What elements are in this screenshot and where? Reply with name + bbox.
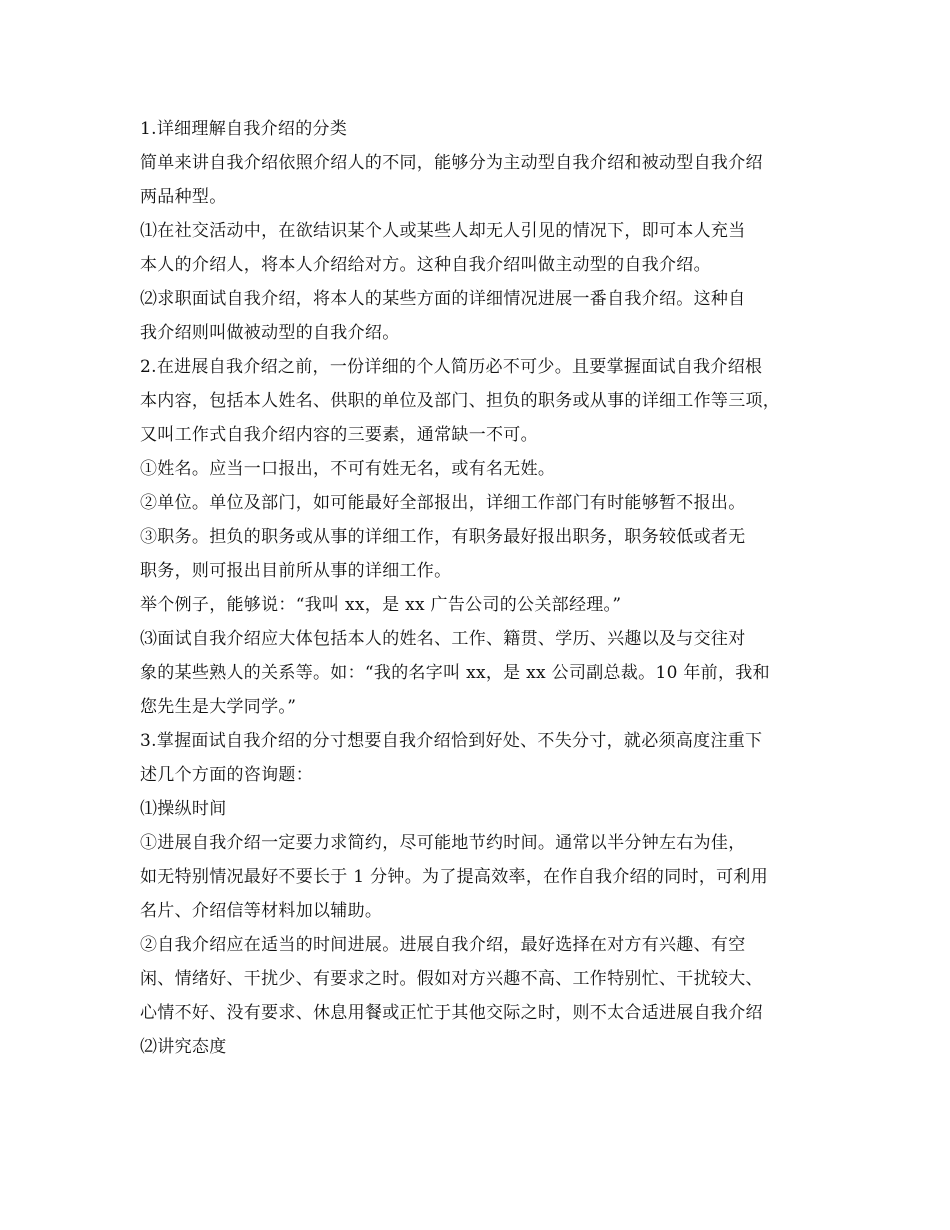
heading-preparation: 2.在进展自我介绍之前，一份详细的个人简历必不可少。且要掌握面试自我介绍根 <box>140 357 763 377</box>
paragraph-line: 名片、介绍信等材料加以辅助。 <box>140 901 383 921</box>
paragraph-line: 象的某些熟人的关系等。如：“我的名字叫 xx，是 xx 公司副总裁。10 年前，我和 <box>140 663 770 683</box>
paragraph-line: 如无特别情况最好不要长于 1 分钟。为了提高效率，在作自我介绍的同时，可利用 <box>140 867 769 887</box>
paragraph-line: 又叫工作式自我介绍内容的三要素，通常缺一不可。 <box>140 425 538 445</box>
paragraph-line: ⑵求职面试自我介绍，将本人的某些方面的详细情况进展一番自我介绍。这种自 <box>140 289 746 309</box>
heading-classification: 1.详细理解自我介绍的分类 <box>140 119 348 139</box>
paragraph-line: 我介绍则叫做被动型的自我介绍。 <box>140 323 400 343</box>
subheading-time-control: ⑴操纵时间 <box>140 799 227 819</box>
heading-measure: 3.掌握面试自我介绍的分寸想要自我介绍恰到好处、不失分寸，就必须高度注重下 <box>140 731 763 751</box>
document-body <box>140 112 820 1064</box>
list-item-timing: ②自我介绍应在适当的时间进展。进展自我介绍，最好选择在对方有兴趣、有空 <box>140 935 746 955</box>
paragraph-line: 本人的介绍人，将本人介绍给对方。这种自我介绍叫做主动型的自我介绍。 <box>140 255 711 275</box>
list-item-brevity: ①进展自我介绍一定要力求简约，尽可能地节约时间。通常以半分钟左右为佳， <box>140 833 746 853</box>
paragraph-line: 本内容，包括本人姓名、供职的单位及部门、担负的职务或从事的详细工作等三项， <box>140 391 781 411</box>
paragraph-line: 您先生是大学同学。” <box>140 697 297 717</box>
list-item-name: ①姓名。应当一口报出，不可有姓无名，或有名无姓。 <box>140 459 556 479</box>
example-line: 举个例子，能够说：“我叫 xx，是 xx 广告公司的公关部经理。” <box>140 595 622 615</box>
paragraph-line: 职务，则可报出目前所从事的详细工作。 <box>140 561 452 581</box>
list-item-unit: ②单位。单位及部门，如可能最好全部报出，详细工作部门有时能够暂不报出。 <box>140 493 746 513</box>
paragraph-line: ⑴在社交活动中，在欲结识某个人或某些人却无人引见的情况下，即可本人充当 <box>140 221 746 241</box>
paragraph-line: 简单来讲自我介绍依照介绍人的不同，能够分为主动型自我介绍和被动型自我介绍 <box>140 153 763 173</box>
list-item-position: ③职务。担负的职务或从事的详细工作，有职务最好报出职务，职务较低或者无 <box>140 527 746 547</box>
paragraph-line: 两品种型。 <box>140 187 227 207</box>
paragraph-line: ⑶面试自我介绍应大体包括本人的姓名、工作、籍贯、学历、兴趣以及与交往对 <box>140 629 746 649</box>
paragraph-line: 心情不好、没有要求、休息用餐或正忙于其他交际之时，则不太合适进展自我介绍 <box>140 1003 763 1023</box>
subheading-attitude: ⑵讲究态度 <box>140 1037 227 1057</box>
paragraph-line: 述几个方面的咨询题： <box>140 765 313 785</box>
paragraph-line: 闲、情绪好、干扰少、有要求之时。假如对方兴趣不高、工作特别忙、干扰较大、 <box>140 969 763 989</box>
